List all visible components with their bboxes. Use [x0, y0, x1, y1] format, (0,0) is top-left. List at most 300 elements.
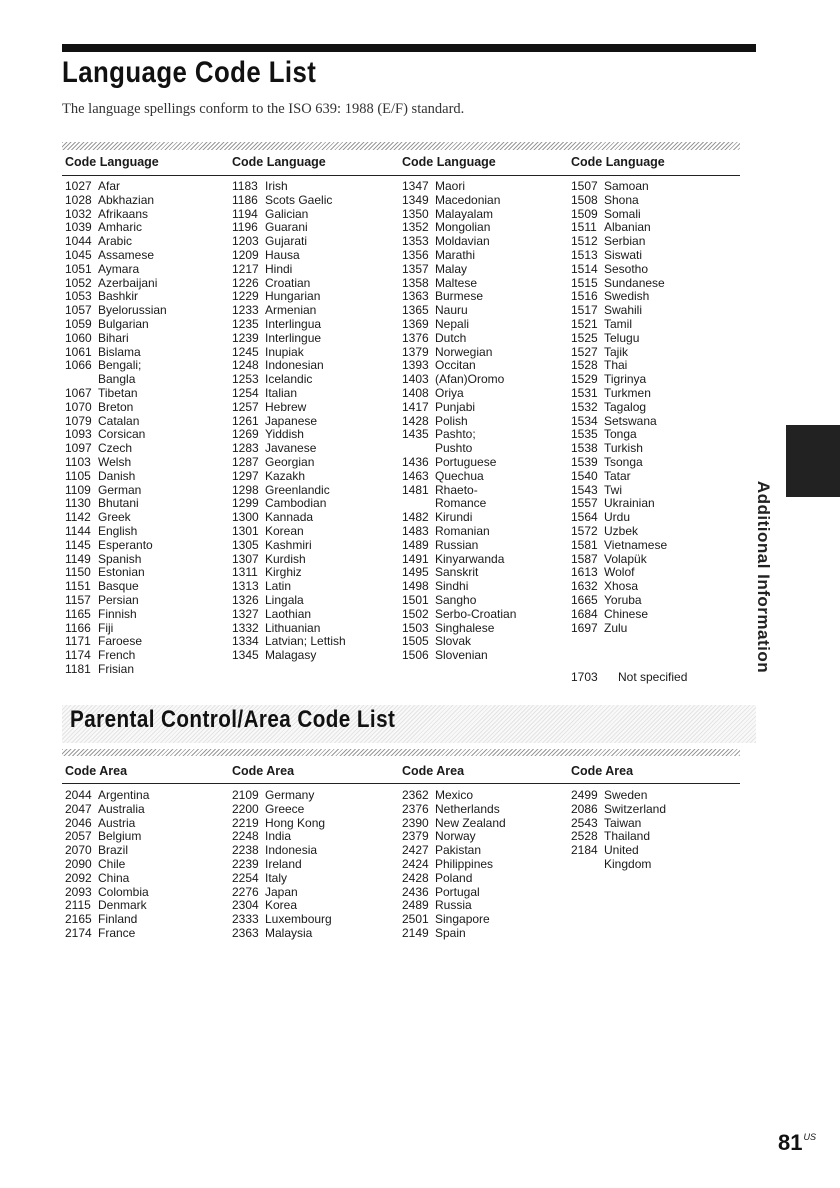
entry-name: Nepali: [435, 316, 470, 331]
entry-name: Welsh: [98, 454, 132, 469]
entry-code: 1079: [65, 413, 92, 428]
entry-name: Sundanese: [604, 275, 665, 290]
entry-code: 1538: [571, 441, 598, 456]
section-tab-marker: [786, 425, 840, 497]
entry-name: Kannada: [265, 510, 314, 525]
entry-code: 1067: [65, 385, 92, 400]
entry-name: China: [98, 870, 130, 885]
entry-name: Latin: [265, 579, 292, 594]
entry-name: Singapore: [435, 912, 490, 927]
area-table-hatch: [62, 749, 740, 756]
entry-name: Thai: [604, 358, 628, 373]
entry-name: Rhaeto-: [435, 482, 478, 497]
entry-name: Icelandic: [265, 372, 313, 387]
entry-code: 1345: [232, 648, 259, 663]
entry-name: Wolof: [604, 565, 635, 580]
entry-name: Tsonga: [604, 454, 643, 469]
entry-name: Interlingua: [265, 316, 322, 331]
entry-code: 1489: [402, 537, 429, 552]
entry-code: 1506: [402, 648, 429, 663]
area-header-1: Code Area: [65, 764, 128, 778]
entry-code: 1528: [571, 358, 598, 373]
entry-code: 1229: [232, 289, 259, 304]
entry-name: Romance: [435, 496, 487, 511]
entry-code: 1105: [65, 468, 91, 483]
entry-code: 1149: [65, 551, 91, 566]
entry-code: 1527: [571, 344, 598, 359]
entry-name: Hausa: [265, 247, 300, 262]
entry-code: 2057: [65, 829, 92, 844]
entry-name: Poland: [435, 870, 473, 885]
entry-name: Estonian: [98, 565, 145, 580]
entry-name: India: [265, 829, 292, 844]
entry-name: Corsican: [98, 427, 146, 442]
entry-name: Switzerland: [604, 801, 667, 816]
entry-code: 1347: [402, 179, 429, 193]
entry-code: 1070: [65, 399, 92, 414]
entry-code: 1502: [402, 606, 429, 621]
entry-name: Telugu: [604, 330, 640, 345]
entry-name: Persian: [98, 592, 139, 607]
entry-code: 1196: [232, 220, 258, 235]
entry-name: Amharic: [98, 220, 143, 235]
entry-name: Slovak: [435, 634, 472, 649]
entry-code: 1495: [402, 565, 429, 580]
entry-code: 2363: [232, 925, 259, 940]
entry-name: Korean: [265, 523, 304, 538]
entry-code: 2248: [232, 829, 259, 844]
entry-name: Burmese: [435, 289, 484, 304]
entry-name: Xhosa: [604, 579, 639, 594]
entry-code: 1334: [232, 634, 259, 649]
entry-name: Sangho: [435, 592, 477, 607]
entry-name: Malay: [435, 261, 468, 276]
entry-name: Greenlandic: [265, 482, 330, 497]
entry-name: Lithuanian: [265, 620, 321, 635]
entry-code: 2165: [65, 912, 92, 927]
entry-name: Scots Gaelic: [265, 192, 333, 207]
entry-name: Galician: [265, 206, 309, 221]
entry-code: 1060: [65, 330, 92, 345]
entry-code: 1482: [402, 510, 429, 525]
entry-code: 1501: [402, 592, 429, 607]
entry-name: Byelorussian: [98, 303, 167, 318]
entry-code: 1150: [65, 565, 91, 580]
entry-name: Malayalam: [435, 206, 494, 221]
entry-name: Thailand: [604, 829, 651, 844]
entry-code: 2379: [402, 829, 429, 844]
entry-code: 1515: [571, 275, 598, 290]
entry-name: Uzbek: [604, 523, 639, 538]
entry-name: Tonga: [604, 427, 637, 442]
entry-code: 2093: [65, 884, 92, 899]
entry-name: Germany: [265, 788, 315, 802]
entry-code: 2428: [402, 870, 429, 885]
entry-code: 1521: [571, 316, 598, 331]
entry-code: 1039: [65, 220, 92, 235]
entry-code: 1507: [571, 179, 598, 193]
language-header-rule: [62, 175, 740, 176]
entry-name: Mongolian: [435, 220, 491, 235]
entry-code: 2046: [65, 815, 92, 830]
entry-code: 1514: [571, 261, 598, 276]
entry-name: Moldavian: [435, 234, 490, 249]
entry-code: 1299: [232, 496, 259, 511]
entry-name: Macedonian: [435, 192, 501, 207]
entry-code: 1142: [65, 510, 91, 525]
entry-name: Italy: [265, 870, 288, 885]
entry-name: Bhutani: [98, 496, 139, 511]
entry-name: Turkish: [604, 441, 643, 456]
entry-name: Javanese: [265, 441, 317, 456]
entry-code: 2501: [402, 912, 429, 927]
entry-code: 1311: [232, 565, 258, 580]
entry-name: Bangla: [98, 372, 136, 387]
entry-code: 1028: [65, 192, 92, 207]
page-number-value: 81: [778, 1130, 803, 1155]
entry-name: Romanian: [435, 523, 490, 538]
entry-name: Laothian: [265, 606, 312, 621]
page-region-suffix: US: [803, 1132, 816, 1142]
entry-name: Japanese: [265, 413, 318, 428]
entry-code: 1051: [65, 261, 92, 276]
entry-name: Tagalog: [604, 399, 647, 414]
entry-name: Somali: [604, 206, 641, 221]
entry-name: Taiwan: [604, 815, 642, 830]
entry-name: Dutch: [435, 330, 467, 345]
entry-code: 2086: [571, 801, 598, 816]
entry-code: 1350: [402, 206, 429, 221]
entry-code: 1535: [571, 427, 598, 442]
entry-name: Interlingue: [265, 330, 322, 345]
area-header-4: Code Area: [571, 764, 634, 778]
entry-code: 1052: [65, 275, 92, 290]
entry-code: 1235: [232, 316, 259, 331]
entry-code: 1572: [571, 523, 598, 538]
entry-code: 1436: [402, 454, 429, 469]
entry-code: 1045: [65, 247, 92, 262]
entry-code: 2070: [65, 843, 92, 858]
entry-code: 2276: [232, 884, 259, 899]
entry-name: Japan: [265, 884, 298, 899]
entry-name: Hindi: [265, 261, 293, 276]
entry-code: 1365: [402, 303, 429, 318]
entry-code: 1665: [571, 592, 598, 607]
entry-code: 1531: [571, 385, 598, 400]
language-header-1: Code Language: [65, 155, 159, 169]
entry-code: 2376: [402, 801, 429, 816]
entry-code: 2219: [232, 815, 259, 830]
entry-name: Brazil: [98, 843, 129, 858]
entry-code: 1209: [232, 247, 259, 262]
language-header-3: Code Language: [402, 155, 496, 169]
entry-code: 1581: [571, 537, 598, 552]
entry-code: 1044: [65, 234, 92, 249]
entry-code: 1027: [65, 179, 92, 193]
entry-name: Ukrainian: [604, 496, 655, 511]
entry-name: Afrikaans: [98, 206, 149, 221]
entry-name: Greek: [98, 510, 131, 525]
entry-code: 1109: [65, 482, 91, 497]
entry-name: Urdu: [604, 510, 631, 525]
entry-code: 2047: [65, 801, 92, 816]
entry-name: Chile: [98, 856, 126, 871]
entry-code: 1358: [402, 275, 429, 290]
entry-name: Cambodian: [265, 496, 327, 511]
entry-code: 1181: [65, 661, 91, 676]
entry-code: 1253: [232, 372, 259, 387]
entry-name: Luxembourg: [265, 912, 332, 927]
entry-name: Frisian: [98, 661, 135, 676]
entry-name: English: [98, 523, 138, 538]
entry-code: 2184: [571, 843, 598, 858]
entry-code: 1357: [402, 261, 429, 276]
entry-name: Belgium: [98, 829, 142, 844]
entry-name: Samoan: [604, 179, 649, 193]
entry-code: 1505: [402, 634, 429, 649]
entry-code: 2304: [232, 898, 259, 913]
entry-name: Indonesia: [265, 843, 318, 858]
entry-name: Marathi: [435, 247, 476, 262]
entry-code: 2390: [402, 815, 429, 830]
entry-code: 1097: [65, 441, 92, 456]
entry-code: 2543: [571, 815, 598, 830]
entry-code: 2090: [65, 856, 92, 871]
entry-code: 1632: [571, 579, 598, 594]
entry-name: Netherlands: [435, 801, 500, 816]
entry-code: 1157: [65, 592, 91, 607]
entry-code: 1498: [402, 579, 429, 594]
entry-code: 1313: [232, 579, 259, 594]
entry-name: Hebrew: [265, 399, 307, 414]
entry-name: Sanskrit: [435, 565, 479, 580]
entry-name: Australia: [98, 801, 145, 816]
entry-code: 1332: [232, 620, 259, 635]
entry-name: Spanish: [98, 551, 142, 566]
entry-code: 2362: [402, 788, 429, 802]
entry-code: 1379: [402, 344, 429, 359]
entry-code: 2239: [232, 856, 259, 871]
entry-name: Croatian: [265, 275, 311, 290]
entry-code: 1248: [232, 358, 259, 373]
entry-name: Bashkir: [98, 289, 139, 304]
entry-code: 1353: [402, 234, 429, 249]
entry-name: Denmark: [98, 898, 147, 913]
entry-name: Chinese: [604, 606, 649, 621]
entry-name: Shona: [604, 192, 639, 207]
entry-name: Bulgarian: [98, 316, 149, 331]
entry-name: German: [98, 482, 142, 497]
entry-code: 1481: [402, 482, 429, 497]
entry-code: 1301: [232, 523, 259, 538]
language-code: 1703: [571, 670, 598, 684]
entry-code: 1393: [402, 358, 429, 373]
entry-code: 1183: [232, 179, 258, 193]
entry-code: 2333: [232, 912, 259, 927]
entry-name: Pakistan: [435, 843, 482, 858]
entry-code: 1283: [232, 441, 259, 456]
entry-code: 1174: [65, 648, 91, 663]
entry-name: Singhalese: [435, 620, 495, 635]
entry-name: Kinyarwanda: [435, 551, 505, 566]
entry-code: 1226: [232, 275, 259, 290]
entry-code: 2436: [402, 884, 429, 899]
entry-name: Assamese: [98, 247, 155, 262]
entry-code: 2499: [571, 788, 598, 802]
entry-name: Greece: [265, 801, 305, 816]
entry-code: 1061: [65, 344, 92, 359]
area-header-3: Code Area: [402, 764, 465, 778]
entry-code: 1057: [65, 303, 92, 318]
entry-name: Georgian: [265, 454, 315, 469]
entry-name: Czech: [98, 441, 133, 456]
entry-code: 2115: [65, 898, 91, 913]
entry-code: 1217: [232, 261, 259, 276]
entry-name: Pushto: [435, 441, 473, 456]
entry-name: Ireland: [265, 856, 302, 871]
entry-code: 1326: [232, 592, 259, 607]
entry-code: 1513: [571, 247, 598, 262]
top-rule: [62, 44, 756, 52]
entry-name: Inupiak: [265, 344, 304, 359]
entry-name: Sesotho: [604, 261, 649, 276]
entry-code: 1534: [571, 413, 598, 428]
entry-name: Esperanto: [98, 537, 153, 552]
entry-name: Nauru: [435, 303, 468, 318]
entry-code: 1194: [232, 206, 258, 221]
entry-code: 1428: [402, 413, 429, 428]
entry-name: Indonesian: [265, 358, 324, 373]
entry-name: Yiddish: [265, 427, 304, 442]
entry-code: 1613: [571, 565, 598, 580]
entry-name: Serbian: [604, 234, 646, 249]
entry-name: Armenian: [265, 303, 317, 318]
entry-code: 1509: [571, 206, 598, 221]
entry-code: 1512: [571, 234, 598, 249]
entry-code: 2254: [232, 870, 259, 885]
language-name: Not specified: [618, 670, 688, 684]
entry-name: Portuguese: [435, 454, 497, 469]
entry-code: 1403: [402, 372, 429, 387]
entry-code: 1463: [402, 468, 429, 483]
entry-name: Swahili: [604, 303, 643, 318]
page-title: Language Code List: [62, 56, 317, 89]
entry-name: Korea: [265, 898, 298, 913]
entry-name: Turkmen: [604, 385, 651, 400]
entry-name: Kurdish: [265, 551, 306, 566]
entry-code: 2092: [65, 870, 92, 885]
entry-name: Malagasy: [265, 648, 317, 663]
area-header-rule: [62, 783, 740, 784]
entry-code: 1144: [65, 523, 91, 538]
entry-code: 1298: [232, 482, 259, 497]
entry-code: 1697: [571, 620, 598, 635]
entry-code: 1508: [571, 192, 598, 207]
entry-name: Kashmiri: [265, 537, 312, 552]
entry-name: Philippines: [435, 856, 494, 871]
entry-code: 2238: [232, 843, 259, 858]
entry-code: 1186: [232, 192, 258, 207]
entry-name: Tigrinya: [604, 372, 647, 387]
entry-code: 2174: [65, 925, 92, 940]
entry-code: 1059: [65, 316, 92, 331]
entry-code: 2109: [232, 788, 259, 802]
entry-name: Hong Kong: [265, 815, 326, 830]
entry-code: 1257: [232, 399, 259, 414]
entry-code: 1269: [232, 427, 259, 442]
entry-code: 1417: [402, 399, 429, 414]
entry-code: 1261: [232, 413, 259, 428]
entry-name: Arabic: [98, 234, 133, 249]
entry-code: 1171: [65, 634, 91, 649]
entry-name: Gujarati: [265, 234, 308, 249]
entry-name: Aymara: [98, 261, 140, 276]
entry-name: Norwegian: [435, 344, 493, 359]
entry-code: 1356: [402, 247, 429, 262]
entry-name: Kingdom: [604, 856, 652, 871]
entry-code: 1369: [402, 316, 429, 331]
entry-name: Sindhi: [435, 579, 469, 594]
subtitle: The language spellings conform to the ISO 639: 1988 (E/F) standard.: [62, 101, 465, 117]
entry-name: (Afan)Oromo: [435, 372, 505, 387]
entry-name: Bengali;: [98, 358, 142, 373]
entry-name: Danish: [98, 468, 136, 483]
entry-name: Zulu: [604, 620, 628, 635]
entry-code: 1349: [402, 192, 429, 207]
entry-code: 1297: [232, 468, 259, 483]
entry-name: Sweden: [604, 788, 648, 802]
entry-code: 1053: [65, 289, 92, 304]
entry-code: 1352: [402, 220, 429, 235]
entry-code: 1511: [571, 220, 597, 235]
entry-name: France: [98, 925, 136, 940]
entry-name: Volapük: [604, 551, 647, 566]
entry-code: 1564: [571, 510, 598, 525]
parental-section-title: Parental Control/Area Code List: [70, 706, 396, 733]
entry-name: Basque: [98, 579, 139, 594]
entry-name: Russian: [435, 537, 479, 552]
entry-name: Siswati: [604, 247, 643, 262]
entry-name: Occitan: [435, 358, 476, 373]
entry-code: 1287: [232, 454, 259, 469]
entry-code: 1543: [571, 482, 598, 497]
entry-code: 1540: [571, 468, 598, 483]
entry-code: 1587: [571, 551, 598, 566]
entry-name: French: [98, 648, 136, 663]
entry-name: Portugal: [435, 884, 480, 899]
side-section-label-text: Additional Information: [754, 480, 773, 674]
entry-name: Mexico: [435, 788, 474, 802]
entry-name: Breton: [98, 399, 134, 414]
entry-code: 1233: [232, 303, 259, 318]
entry-name: Afar: [98, 179, 121, 193]
entry-name: Norway: [435, 829, 476, 844]
entry-code: 1145: [65, 537, 91, 552]
entry-code: 1130: [65, 496, 91, 511]
entry-code: 1363: [402, 289, 429, 304]
entry-name: Kirghiz: [265, 565, 302, 580]
entry-code: 1305: [232, 537, 259, 552]
entry-name: Finnish: [98, 606, 137, 621]
entry-code: 1066: [65, 358, 92, 373]
entry-code: 2149: [402, 925, 429, 940]
entry-code: 2528: [571, 829, 598, 844]
entry-code: 1516: [571, 289, 598, 304]
entry-name: Argentina: [98, 788, 150, 802]
entry-name: Guarani: [265, 220, 308, 235]
entry-name: New Zealand: [435, 815, 506, 830]
entry-name: Kirundi: [435, 510, 473, 525]
